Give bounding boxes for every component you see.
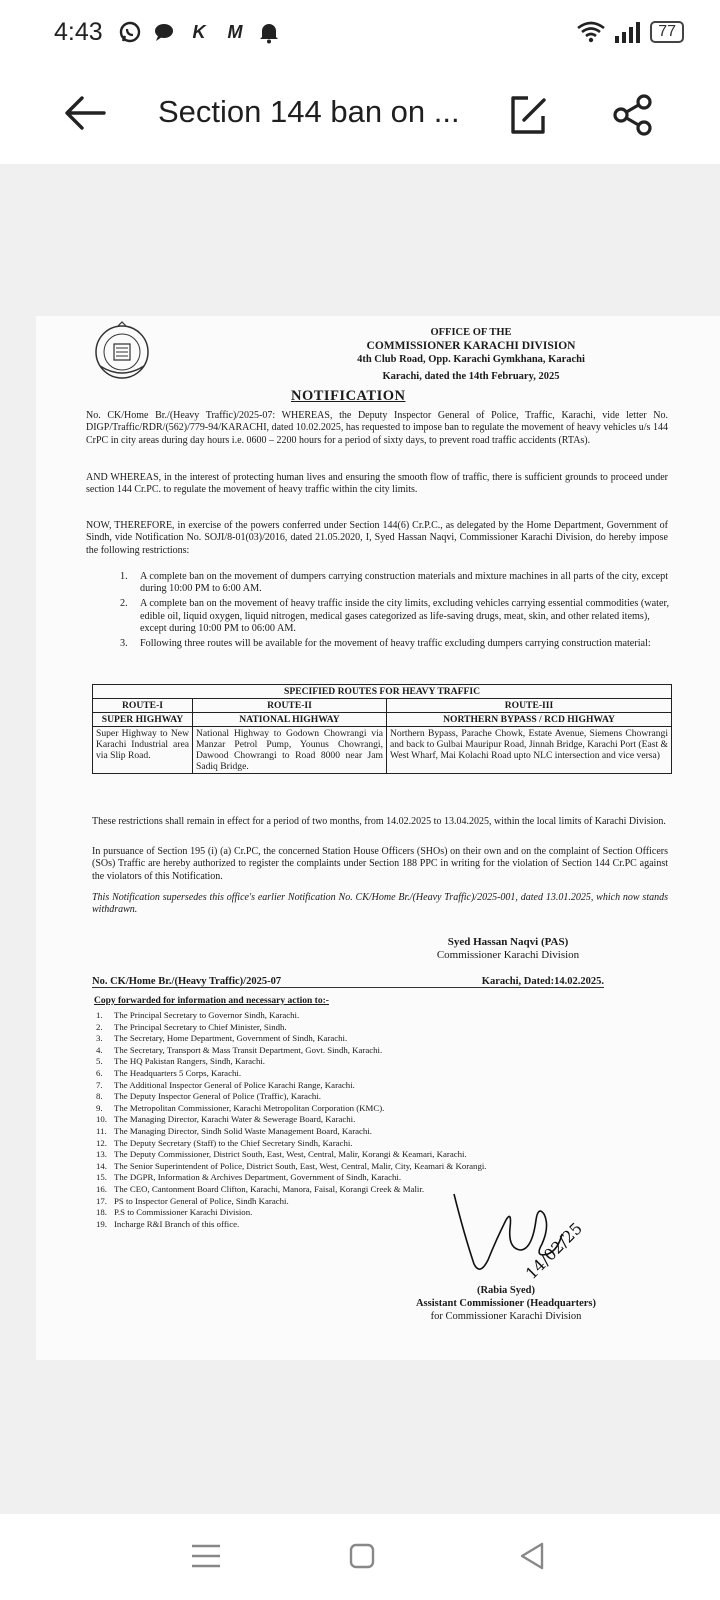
list-item: 2. The Principal Secretary to Chief Minister, Sindh. <box>96 1021 287 1032</box>
table-caption: SPECIFIED ROUTES FOR HEAVY TRAFFIC <box>93 685 672 699</box>
table-header: ROUTE-III <box>387 699 672 713</box>
paragraph-whereas: No. CK/Home Br./(Heavy Traffic)/2025-07: WHEREAS, the Deputy Inspector General of Police, Traffic, Karachi, vide letter No. DIGP/Traffic/RDR/(562)/779-94/KARACHI, dated 10.02.2025, has requested to impose ban to regulate the movement of heavy vehicles u/s 144 CrPC in city areas during day hours i.e. 0600 – 2200 hours for a period of sixty days, to prevent road traffic accidents (RTAs). <box>86 410 668 446</box>
signatory-name: Syed Hassan Naqvi (PAS) <box>447 936 569 948</box>
reference-date: Karachi, Dated:14.02.2025. <box>481 976 604 987</box>
list-item: 3. Following three routes will be available for the movement of heavy traffic excluding dumpers carrying construction material: <box>120 638 651 650</box>
k-app-icon: K <box>192 22 206 42</box>
list-item: 10. The Managing Director, Karachi Water & Sewerage Board, Karachi. <box>96 1114 356 1125</box>
document-title: Section 144 ban on ... <box>158 94 460 129</box>
table-subheader: NORTHERN BYPASS / RCD HIGHWAY <box>387 713 672 727</box>
table-header: ROUTE-I <box>93 699 193 713</box>
commissioner-signature-block <box>408 936 608 962</box>
notification-title: NOTIFICATION <box>291 388 406 404</box>
back-arrow-icon[interactable] <box>62 90 108 136</box>
document-date: Karachi, dated the 14th February, 2025 <box>382 370 560 382</box>
table-subheader: SUPER HIGHWAY <box>93 713 193 727</box>
list-item: 9. The Metropolitan Commissioner, Karachi Metropolitan Corporation (KMC). <box>96 1102 385 1113</box>
routes-table <box>92 684 672 774</box>
document-page <box>36 316 720 1360</box>
home-icon[interactable] <box>342 1536 382 1576</box>
svg-text:14/02/25: 14/02/25 <box>521 1218 586 1283</box>
clock: 4:43 <box>54 18 103 46</box>
table-row <box>93 727 672 774</box>
list-item: 4. The Secretary, Transport & Mass Transit Department, Govt. Sindh, Karachi. <box>96 1044 383 1055</box>
list-item: 8. The Deputy Inspector General of Police (Traffic), Karachi. <box>96 1091 321 1102</box>
reference-line <box>92 976 604 988</box>
recents-icon[interactable] <box>186 1536 226 1576</box>
list-item: 6. The Headquarters 5 Corps, Karachi. <box>96 1067 242 1078</box>
top-app-bar <box>0 64 720 164</box>
signatory-title: Commissioner Karachi Division <box>436 949 580 961</box>
list-item: 11. The Managing Director, Sindh Solid Waste Management Board, Karachi. <box>96 1125 372 1136</box>
list-item: 1. A complete ban on the movement of dumpers carrying construction materials and mixture machines in all parts of the city, except during 10:00 PM to 6:00 AM. <box>120 571 669 595</box>
list-item: 17. PS to Inspector General of Police, Sindh Karachi. <box>96 1195 289 1206</box>
list-item: 12. The Deputy Secretary (Staff) to the Chief Secretary Sindh, Karachi. <box>96 1137 353 1148</box>
paragraph-supersedes: This Notification supersedes this office's earlier Notification No. CK/Home Br./(Heavy Traffic)/2025-001, dated 13.01.2025, which now stands withdrawn. <box>92 892 668 916</box>
copy-forwarded-heading: Copy forwarded for information and necessary action to:- <box>94 996 329 1006</box>
list-item: 16. The CEO, Cantonment Board Clifton, Karachi, Manora, Faisal, Korangi Creek & Malir. <box>96 1183 425 1194</box>
system-icons <box>576 20 684 44</box>
table-cell: Northern Bypass, Parache Chowk, Estate Avenue, Siemens Chowrangi and back to Gulbai Mauripur Road, Jinnah Bridge, Karachi Port (East & West Wharf, Mai Kolachi Road upto NLC intersection and vice versa) <box>387 727 672 774</box>
office-line-1: OFFICE OF THE <box>430 327 512 338</box>
list-item: 2. A complete ban on the movement of heavy traffic inside the city limits, excluding vehicles carrying essential commodities (water, edible oil, liquid oxygen, liquid nitrogen, medical gases categorized as life-saving drugs, meat, skin, and other related items), except during 10:00 PM to 06:00 AM. <box>120 598 669 634</box>
edit-icon[interactable] <box>508 92 548 136</box>
list-item: 7. The Additional Inspector General of Police Karachi Range, Karachi. <box>96 1079 355 1090</box>
paragraph-and-whereas: AND WHEREAS, in the interest of protecting human lives and ensuring the smooth flow of traffic, there is sufficient grounds to proceed under section 144 Cr.PC. to regulate the movement of heavy traffic within the city limits. <box>86 472 668 496</box>
paragraph-section-195: In pursuance of Section 195 (i) (a) Cr.PC, the concerned Station House Officers (SHOs) on their own and on the complaint of Section Officers (SOs) Traffic are hereby authorized to register the complaints under Section 188 PPC in writing for the violation of Section 144 Cr.PC against the violators of this Notification. <box>92 846 668 882</box>
status-bar <box>0 0 720 64</box>
bell-icon <box>258 20 280 44</box>
notification-icons <box>118 20 280 44</box>
sub-signatory-name: (Rabia Syed) <box>476 1285 536 1296</box>
document-viewer[interactable] <box>0 164 720 1514</box>
handwritten-signature <box>446 1184 586 1294</box>
office-line-2: COMMISSIONER KARACHI DIVISION <box>366 339 576 352</box>
table-subheader: NATIONAL HIGHWAY <box>193 713 387 727</box>
paragraph-duration: These restrictions shall remain in effect for a period of two months, from 14.02.2025 to 13.04.2025, within the local limits of Karachi Division. <box>92 816 666 827</box>
assistant-commissioner-signature-block <box>400 1284 612 1323</box>
list-item: 14. The Senior Superintendent of Police, District South, East, West, Central, Malir, City, Keamari & Korangi. <box>96 1160 487 1171</box>
list-item: 1. The Principal Secretary to Governor Sindh, Karachi. <box>96 1010 300 1020</box>
list-item: 15. The DGPR, Information & Archives Department, Government of Sindh, Karachi. <box>96 1172 402 1183</box>
restrictions-list <box>120 571 670 653</box>
list-item: 19. Incharge R&I Branch of this office. <box>96 1218 240 1229</box>
list-item: 5. The HQ Pakistan Rangers, Sindh, Karachi. <box>96 1056 265 1067</box>
sub-signatory-for: for Commissioner Karachi Division <box>430 1311 582 1322</box>
office-header <box>306 326 636 383</box>
paragraph-now-therefore: NOW, THEREFORE, in exercise of the powers conferred under Section 144(6) Cr.P.C., as delegated by the Home Department, Government of Sindh, vide Notification No. SOJI/8-01(03)/2016, dated 21.05.2020, I, Syed Hassan Naqvi, Commissioner Karachi Division, do hereby impose the following restrictions: <box>86 520 668 556</box>
back-nav-icon[interactable] <box>512 1536 552 1576</box>
reference-number: No. CK/Home Br./(Heavy Traffic)/2025-07 <box>92 976 282 987</box>
sub-signatory-title: Assistant Commissioner (Headquarters) <box>415 1298 597 1309</box>
share-icon[interactable] <box>610 92 656 138</box>
list-item: 3. The Secretary, Home Department, Government of Sindh, Karachi. <box>96 1033 348 1044</box>
table-header: ROUTE-II <box>193 699 387 713</box>
system-nav-bar <box>0 1514 720 1600</box>
table-cell: National Highway to Godown Chowrangi via Manzar Petrol Pump, Younus Chowrangi, Dawood Chowrangi to Road 8000 near Jam Sadiq Bridge. <box>193 727 387 774</box>
signal-icon <box>614 20 642 44</box>
chat-bubble-icon <box>152 20 176 44</box>
m-app-icon: M <box>227 22 243 42</box>
wifi-icon <box>576 20 606 44</box>
list-item: 13. The Deputy Commissioner, District South, East, West, Central, Malir, Korangi & Keamari, Karachi. <box>96 1149 467 1160</box>
battery-indicator: 77 <box>650 21 684 43</box>
list-item: 18. P.S to Commissioner Karachi Division. <box>96 1207 253 1218</box>
office-line-3: 4th Club Road, Opp. Karachi Gymkhana, Karachi <box>357 354 585 365</box>
whatsapp-icon <box>118 20 142 44</box>
sindh-government-emblem <box>88 320 164 384</box>
table-cell: Super Highway to New Karachi Industrial area via Slip Road. <box>93 727 193 774</box>
